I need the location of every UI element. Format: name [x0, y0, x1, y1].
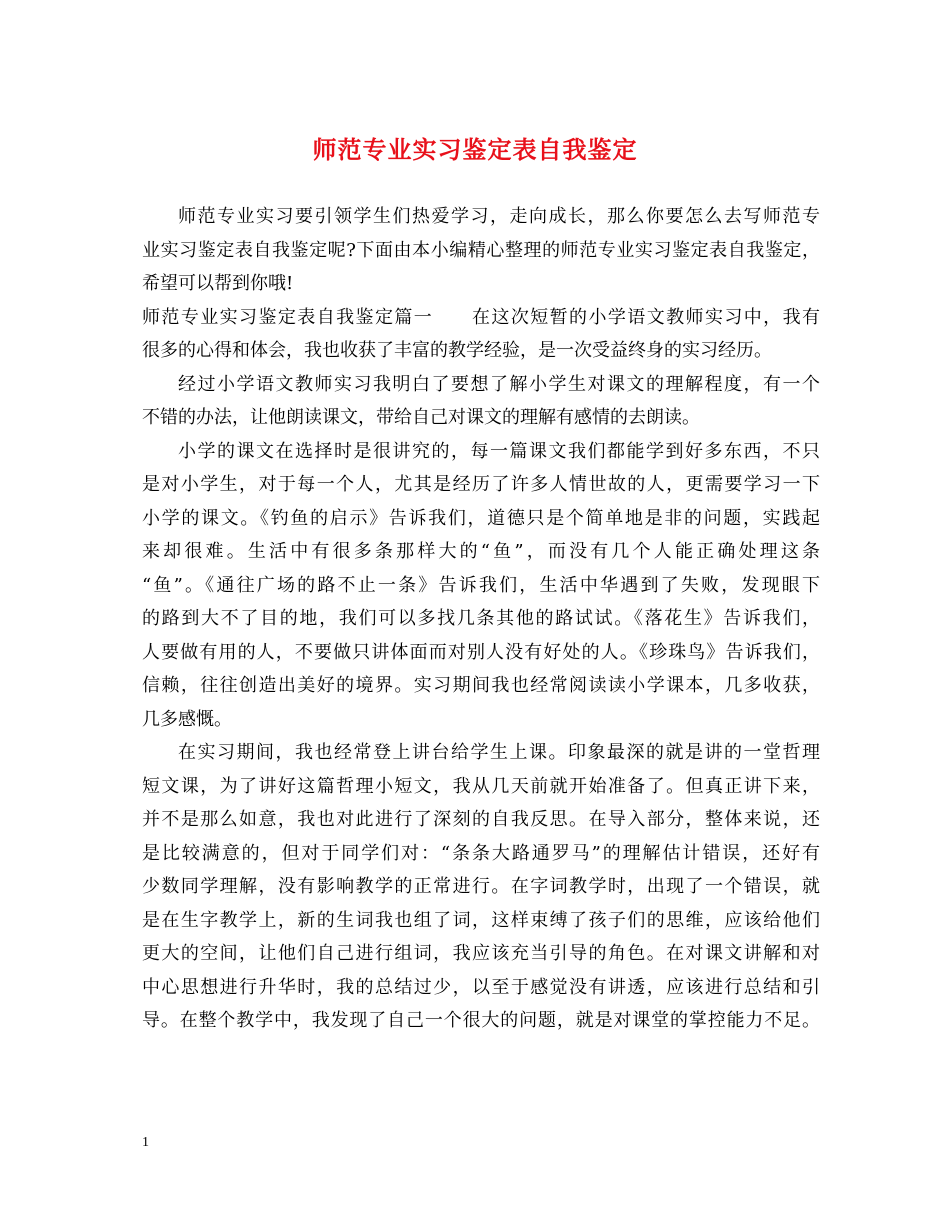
text-line: 小学的课文在选择时是很讲究的，每一篇课文我们都能学到好多东西，不只	[178, 440, 820, 462]
text-line: 是对小学生，对于每一个人，尤其是经历了许多人情世故的人，更需要学习一下	[142, 474, 820, 495]
text-line: 导。在整个教学中，我发现了自己一个很大的问题，就是对课堂的掌控能力不足。	[142, 1010, 820, 1031]
text-line: 是比较满意的，但对于同学们对：“条条大路通罗马”的理解估计错误，还好有	[142, 842, 820, 864]
text-line: 少数同学理解，没有影响教学的正常进行。在字词教学时，出现了一个错误，就	[142, 876, 820, 897]
text-line: 来却很难。生活中有很多条那样大的“鱼”，而没有几个人能正确处理这条	[142, 541, 820, 562]
text-line: 信赖，往往创造出美好的境界。实习期间我也经常阅读读小学课本，几多收获，	[142, 675, 820, 696]
text-line: 几多感慨。	[142, 708, 232, 730]
text-line: 短文课，为了讲好这篇哲理小短文，我从几天前就开始准备了。但真正讲下来，	[142, 775, 820, 797]
document-body	[142, 200, 820, 1038]
text-line: 业实习鉴定表自我鉴定呢?下面由本小编精心整理的师范专业实习鉴定表自我鉴定，	[142, 239, 820, 261]
text-line: 人要做有用的人，不要做只讲体面而对别人没有好处的人。《珍珠鸟》告诉我们，	[142, 641, 820, 663]
page-title: 师范专业实习鉴定表自我鉴定	[312, 135, 638, 164]
text-line: “鱼”。《通往广场的路不止一条》告诉我们，生活中华遇到了失败，发现眼下	[142, 574, 820, 596]
text-line: 师范专业实习要引领学生们热爱学习，走向成长，那么你要怎么去写师范专	[178, 206, 820, 227]
text-line: 并不是那么如意，我也对此进行了深刻的自我反思。在导入部分，整体来说，还	[142, 809, 820, 830]
text-line: 希望可以帮到你哦!	[142, 273, 294, 294]
text-line: 经过小学语文教师实习我明白了要想了解小学生对课文的理解程度，有一个	[178, 373, 820, 395]
text-line: 师范专业实习鉴定表自我鉴定篇一 在这次短暂的小学语文教师实习中，我有	[142, 306, 820, 328]
text-line: 小学的课文。《钓鱼的启示》告诉我们，道德只是个简单地是非的问题，实践起	[142, 507, 820, 529]
text-line: 的路到大不了目的地，我们可以多找几条其他的路试试。《落花生》告诉我们，	[142, 608, 820, 629]
text-line: 在实习期间，我也经常登上讲台给学生上课。印象最深的就是讲的一堂哲理	[178, 742, 820, 763]
text-line: 是在生字教学上，新的生词我也组了词，这样束缚了孩子们的思维，应该给他们	[142, 909, 820, 931]
text-line: 很多的心得和体会，我也收获了丰富的教学经验，是一次受益终身的实习经历。	[142, 340, 772, 361]
text-line: 更大的空间，让他们自己进行组词，我应该充当引导的角色。在对课文讲解和对	[142, 943, 820, 964]
text-line: 不错的办法，让他朗读课文，带给自己对课文的理解有感情的去朗读。	[142, 407, 700, 428]
page-number: 1	[142, 1135, 149, 1150]
text-line: 中心思想进行升华时，我的总结过少，以至于感觉没有讲透，应该进行总结和引	[142, 976, 820, 998]
